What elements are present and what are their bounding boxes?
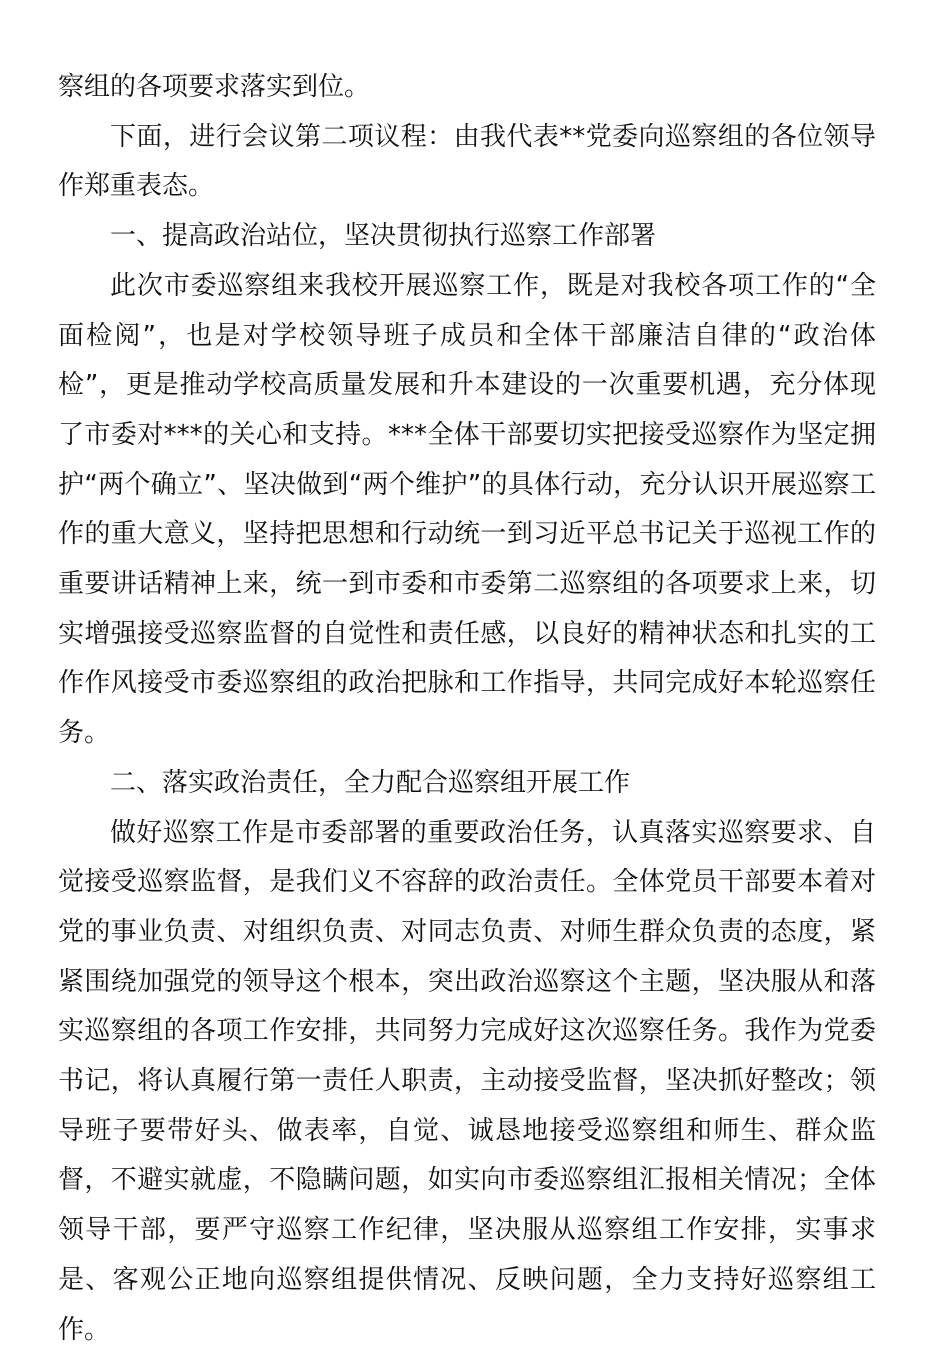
paragraph-section-1: 此次市委巡察组来我校开展巡察工作，既是对我校各项工作的“全面检阅”，也是对学校领导班子成员和全体干部廉洁自律的“政治体检”，更是推动学校高质量发展和升本建设的一次重要机遇，充分体现了市委对***的关心和支持。***全体干部要切实把接受巡察作为坚定拥护“两个确立”、坚决做到“两个维护”的具体行动，充分认识开展巡察工作的重大意义，坚持把思想和行动统一到习近平总书记关于巡视工作的重要讲话精神上来，统一到市委和市委第二巡察组的各项要求上来，切实增强接受巡察监督的自觉性和责任感，以良好的精神状态和扎实的工作作风接受市委巡察组的政治把脉和工作指导，共同完成好本轮巡察任务。 (58, 270, 876, 749)
paragraph-agenda: 下面，进行会议第二项议程：由我代表**党委向巡察组的各位领导作郑重表态。 (58, 121, 876, 202)
section-heading-2: 二、落实政治责任，全力配合巡察组开展工作 (110, 767, 631, 798)
paragraph-continuation: 察组的各项要求落实到位。 (58, 72, 371, 102)
paragraph-section-2: 做好巡察工作是市委部署的重要政治任务，认真落实巡察要求、自觉接受巡察监督，是我们义不容辞的政治责任。全体党员干部要本着对党的事业负责、对组织负责、对同志负责、对师生群众负责的态度，紧紧围绕加强党的领导这个根本，突出政治巡察这个主题，坚决服从和落实巡察组的各项工作安排，共同努力完成好这次巡察任务。我作为党委书记，将认真履行第一责任人职责，主动接受监督，坚决抓好整改；领导班子要带好头、做表率，自觉、诚恳地接受巡察组和师生、群众监督，不避实就虚，不隐瞒问题，如实向市委巡察组汇报相关情况；全体领导干部，要严守巡察工作纪律，坚决服从巡察组工作安排，实事求是、客观公正地向巡察组提供情况、反映问题，全力支持好巡察组工作。 (58, 817, 876, 1345)
document-page (58, 63, 876, 1355)
section-heading-1: 一、提高政治站位，坚决贯彻执行巡察工作部署 (110, 221, 657, 252)
